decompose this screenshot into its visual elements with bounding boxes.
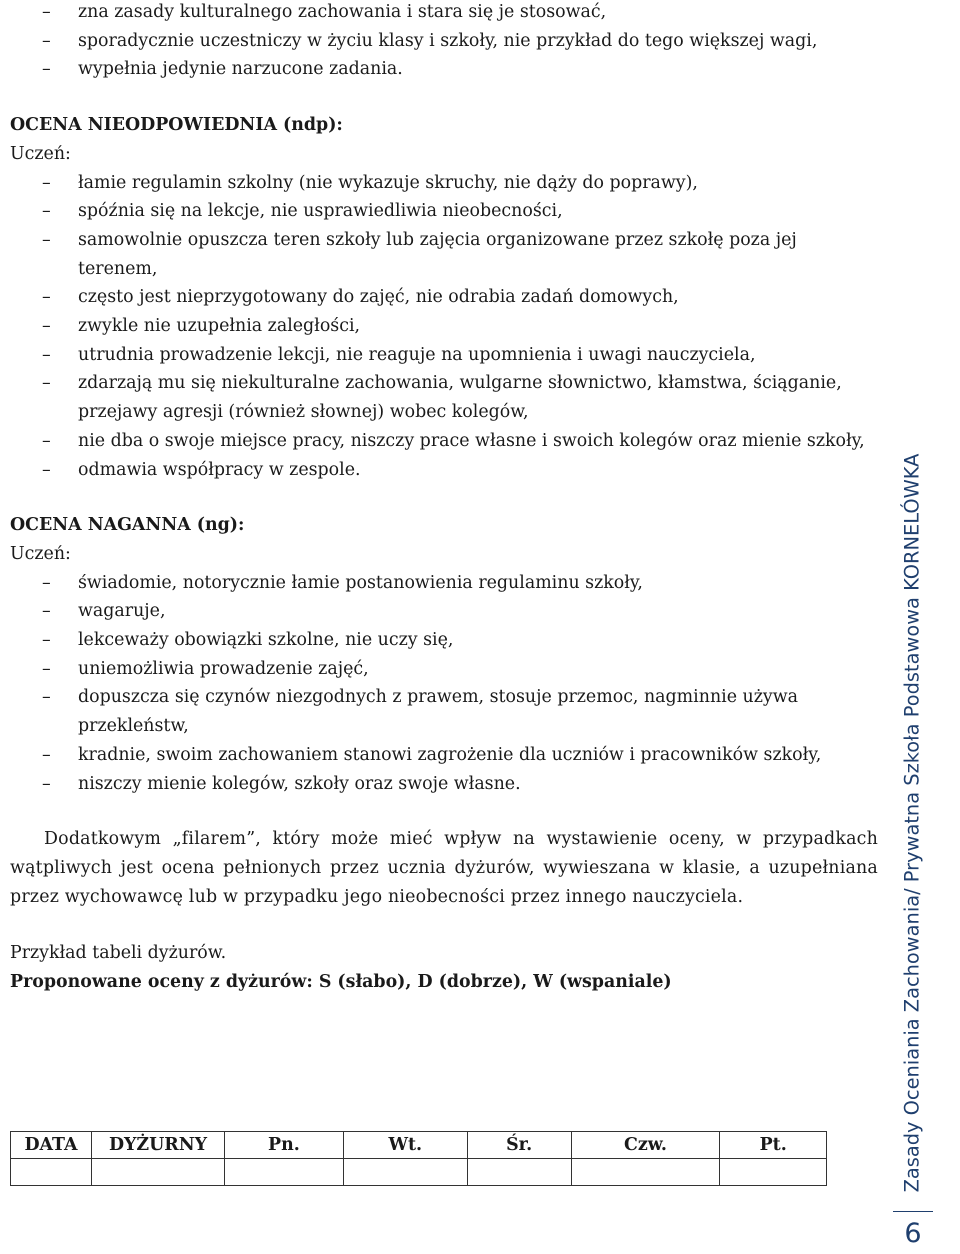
table-cell bbox=[720, 1159, 827, 1186]
table-header-cell: Wt. bbox=[343, 1132, 467, 1159]
table-header-cell: DATA bbox=[11, 1132, 92, 1159]
list-item: – łamie regulamin szkolny (nie wykazuje skruchy, nie dąży do poprawy), bbox=[42, 172, 698, 193]
table-header-cell: Śr. bbox=[467, 1132, 571, 1159]
list-item: – dopuszcza się czynów niezgodnych z prawem, stosuje przemoc, nagminnie używa przekleństw, bbox=[42, 687, 798, 737]
list-item: – wagaruje, bbox=[42, 601, 166, 622]
sidebar-footer bbox=[892, 440, 932, 1205]
table-row bbox=[11, 1159, 827, 1186]
table-cell bbox=[92, 1159, 225, 1186]
table-header-cell: Pn. bbox=[225, 1132, 344, 1159]
list-item: – sporadycznie uczestniczy w życiu klasy i szkoły, nie przykład do tego większej wagi, bbox=[42, 30, 818, 51]
list-item: – świadomie, notorycznie łamie postanowienia regulaminu szkoły, bbox=[42, 572, 643, 593]
table-header-row bbox=[11, 1132, 827, 1159]
table-header-cell: DYŻURNY bbox=[92, 1132, 225, 1159]
ndp-heading: OCENA NIEODPOWIEDNIA (ndp): bbox=[10, 115, 343, 136]
list-item: – zna zasady kulturalnego zachowania i stara się je stosować, bbox=[42, 2, 607, 22]
duty-table bbox=[10, 1131, 827, 1186]
page-number: 6 bbox=[904, 1218, 922, 1249]
grades-label: Proponowane oceny z dyżurów: S (słabo), D (dobrze), W (wspaniale) bbox=[10, 972, 672, 993]
table-cell bbox=[11, 1159, 92, 1186]
list-item: – odmawia współpracy w zespole. bbox=[42, 459, 361, 480]
document-page bbox=[10, 0, 878, 1155]
page-number-divider bbox=[893, 1211, 933, 1212]
list-item: – nie dba o swoje miejsce pracy, niszczy prace własne i swoich kolegów oraz mienie szkoły, bbox=[42, 430, 865, 451]
table-cell bbox=[467, 1159, 571, 1186]
list-item: – wypełnia jedynie narzucone zadania. bbox=[42, 59, 403, 80]
list-item: – niszczy mienie kolegów, szkoły oraz swoje własne. bbox=[42, 773, 521, 794]
example-label: Przykład tabeli dyżurów. bbox=[10, 943, 227, 964]
list-item: – często jest nieprzygotowany do zajęć, nie odrabia zadań domowych, bbox=[42, 287, 679, 308]
table-cell bbox=[225, 1159, 344, 1186]
list-item: – samowolnie opuszcza teren szkoły lub zajęcia organizowane przez szkołę poza jej terenem, bbox=[42, 229, 797, 279]
table-cell bbox=[343, 1159, 467, 1186]
ndp-list bbox=[10, 169, 878, 485]
ndp-subject: Uczeń: bbox=[10, 143, 71, 164]
list-item: – utrudnia prowadzenie lekcji, nie reaguje na upomnienia i uwagi nauczyciela, bbox=[42, 344, 756, 365]
ng-heading: OCENA NAGANNA (ng): bbox=[10, 515, 245, 536]
table-cell bbox=[571, 1159, 720, 1186]
table-header-cell: Pt. bbox=[720, 1132, 827, 1159]
sidebar-title: Zasady Oceniania Zachowania/ Prywatna Szkoła Podstawowa KORNELÓWKA bbox=[900, 453, 924, 1192]
ng-subject: Uczeń: bbox=[10, 543, 71, 564]
list-item: – zdarzają mu się niekulturalne zachowania, wulgarne słownictwo, kłamstwa, ściąganie, przejawy agresji (również słownej) wobec kolegów, bbox=[42, 373, 842, 423]
list-item: – lekceważy obowiązki szkolne, nie uczy się, bbox=[42, 630, 454, 651]
table-header-cell: Czw. bbox=[571, 1132, 720, 1159]
list-item: – zwykle nie uzupełnia zaległości, bbox=[42, 316, 361, 337]
ng-list bbox=[10, 569, 878, 799]
filar-paragraph: Dodatkowym „filarem”, który może mieć wpływ na wystawienie oceny, w przypadkach wątpliwych jest ocena pełnionych przez ucznia dyżurów, wywieszana w klasie, a uzupełniana przez wychowawcę lub w przypadku jego nieobecności przez innego nauczyciela. bbox=[10, 829, 878, 907]
list-item: – uniemożliwia prowadzenie zajęć, bbox=[42, 658, 369, 679]
top-list bbox=[10, 0, 878, 84]
list-item: – spóźnia się na lekcje, nie usprawiedliwia nieobecności, bbox=[42, 201, 563, 222]
list-item: – kradnie, swoim zachowaniem stanowi zagrożenie dla uczniów i pracowników szkoły, bbox=[42, 744, 822, 765]
